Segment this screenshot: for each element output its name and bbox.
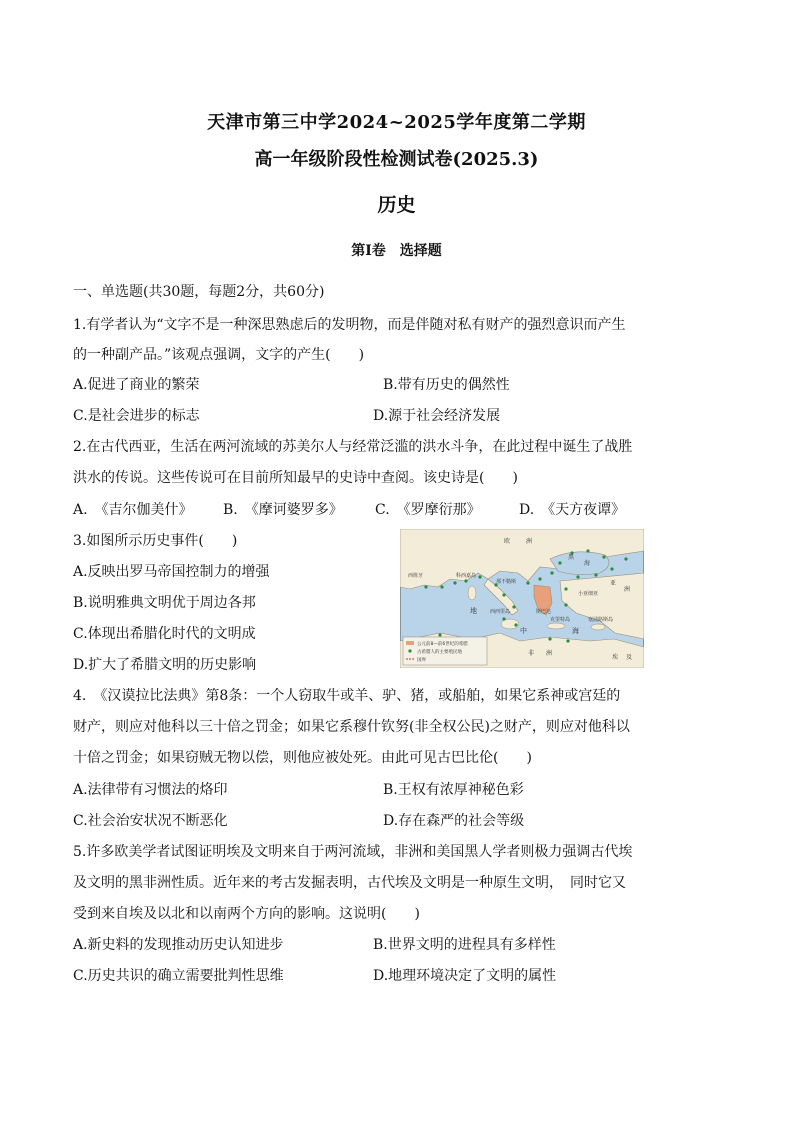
greek-colonization-map <box>400 529 644 668</box>
map-label-asia-minor: 小亚细亚 <box>578 591 599 597</box>
map-label-blacksea-2: 海 <box>584 560 591 567</box>
q5-stem-line-1: 5.许多欧美学者试图证明埃及文明来自于两河流域，非洲和美国黑人学者则极力强调古代埃 <box>73 844 633 860</box>
q4-option-b[interactable]: B.王权有浓厚神秘色彩 <box>383 782 524 798</box>
q1-option-b[interactable]: B.带有历史的偶然性 <box>383 377 510 393</box>
q5-option-c[interactable]: C.历史共识的确立需要批判性思维 <box>73 968 284 984</box>
map-label-asia-2: 洲 <box>624 586 631 593</box>
legend-border-label: 国界 <box>417 658 426 663</box>
q2-option-b[interactable]: B. 《摩诃婆罗多》 <box>223 502 343 518</box>
map-label-naples: 那不勒斯 <box>496 579 517 585</box>
map-corsica <box>468 586 476 600</box>
legend-greece-swatch <box>406 641 414 645</box>
q4-stem-line-2: 财产，则应对他科以三十倍之罚金；如果它系穆什钦努(非全权公民)之财产，则应对他科以 <box>73 719 630 735</box>
q2-option-a[interactable]: A. 《吉尔伽美什》 <box>73 502 193 518</box>
q1-stem-line-1: 1.有学者认为“文字不是一种深思熟虑后的发明物，而是伴随对私有财产的强烈意识而产生 <box>73 317 626 333</box>
q1-option-a[interactable]: A.促进了商业的繁荣 <box>73 377 200 393</box>
q3-stem: 3.如图所示历史事件( ) <box>73 533 238 549</box>
q5-option-b[interactable]: B.世界文明的进程具有多样性 <box>373 937 556 953</box>
q3-option-d[interactable]: D.扩大了希腊文明的历史影响 <box>73 657 257 673</box>
map-label-cyprus: 塞浦路斯岛 <box>588 617 614 623</box>
map-label-asia-1: 亚 <box>610 580 617 587</box>
map-label-corsica: 科西嘉岛 <box>456 573 477 579</box>
map-label-sicily: 西西里岛 <box>490 609 511 615</box>
q1-option-d[interactable]: D.源于社会经济发展 <box>373 408 501 424</box>
q2-stem-line-2: 洪水的传说。这些传说可在目前所知最早的史诗中查阅。该史诗是( ) <box>73 470 518 486</box>
q3-option-c[interactable]: C.体现出希腊化时代的文明成 <box>73 626 256 642</box>
q4-stem-line-1: 4. 《汉谟拉比法典》第8条：一个人窃取牛或羊、驴、猪，或船舶，如果它系神或宫廷的 <box>73 688 621 704</box>
map-label-sparta: 斯巴达 <box>536 609 552 615</box>
part-heading: 一、单选题(共30题，每题2分，共60分) <box>73 284 325 300</box>
map-label-blacksea-1: 黑 <box>568 554 575 561</box>
map-legend <box>403 637 487 665</box>
q3-option-b[interactable]: B.说明雅典文明优于周边各邦 <box>73 595 256 611</box>
exam-title: 高一年级阶段性检测试卷(2025.3) <box>254 149 539 170</box>
map-label-med-2: 中 <box>520 627 527 635</box>
map-label-europe-1: 欧 <box>504 538 511 545</box>
map-label-med-3: 海 <box>572 627 579 635</box>
map-label-africa-1: 非 <box>528 650 535 657</box>
map-cyprus <box>591 624 605 630</box>
q1-stem-line-2: 的一种副产品。”该观点强调，文字的产生( ) <box>73 347 365 363</box>
q5-option-a[interactable]: A.新史料的发现推动历史认知进步 <box>73 937 284 953</box>
map-label-egypt-1: 埃 <box>612 654 619 661</box>
map-label-med-1: 地 <box>470 607 477 615</box>
school-title: 天津市第三中学2024~2025学年度第二学期 <box>207 112 586 133</box>
q5-stem-line-2: 及文明的黑非洲性质。近年来的考古发掘表明，古代埃及文明是一种原生文明， 同时它又 <box>73 875 626 891</box>
q2-option-c[interactable]: C. 《罗摩衍那》 <box>375 502 481 518</box>
q4-option-a[interactable]: A.法律带有习惯法的烙印 <box>73 782 228 798</box>
legend-colony-swatch <box>408 649 411 652</box>
q2-stem-line-1: 2.在古代西亚，生活在两河流域的苏美尔人与经常泛滥的洪水斗争，在此过程中诞生了战胜 <box>73 439 633 455</box>
q5-stem-line-3: 受到来自埃及以北和以南两个方向的影响。这说明( ) <box>73 906 420 922</box>
q5-option-d[interactable]: D.地理环境决定了文明的属性 <box>373 968 557 984</box>
map-crete <box>547 623 565 629</box>
q4-stem-line-3: 十倍之罚金；如果窃贼无物以偿，则他应被处死。由此可见古巴比伦( ) <box>73 750 532 766</box>
q4-option-d[interactable]: D.存在森严的社会等级 <box>383 813 525 829</box>
map-label-europe-2: 洲 <box>526 538 533 545</box>
legend-greece-label: 公元前8—前6世纪的希腊 <box>417 642 468 647</box>
q2-option-d[interactable]: D. 《天方夜谭》 <box>519 502 626 518</box>
section-title: 第Ⅰ卷 选择题 <box>351 243 442 259</box>
subject-title: 历史 <box>377 194 416 216</box>
q1-option-c[interactable]: C.是社会进步的标志 <box>73 408 200 424</box>
q4-option-c[interactable]: C.社会治安状况不断恶化 <box>73 813 228 829</box>
map-label-spain: 西班牙 <box>408 573 424 579</box>
q3-option-a[interactable]: A.反映出罗马帝国控制力的增强 <box>73 564 270 580</box>
map-label-egypt-2: 及 <box>626 654 633 661</box>
map-label-africa-2: 洲 <box>546 650 553 657</box>
legend-colony-label: 古希腊人的主要殖民地 <box>417 650 462 655</box>
map-label-crete: 克里特岛 <box>550 617 571 623</box>
